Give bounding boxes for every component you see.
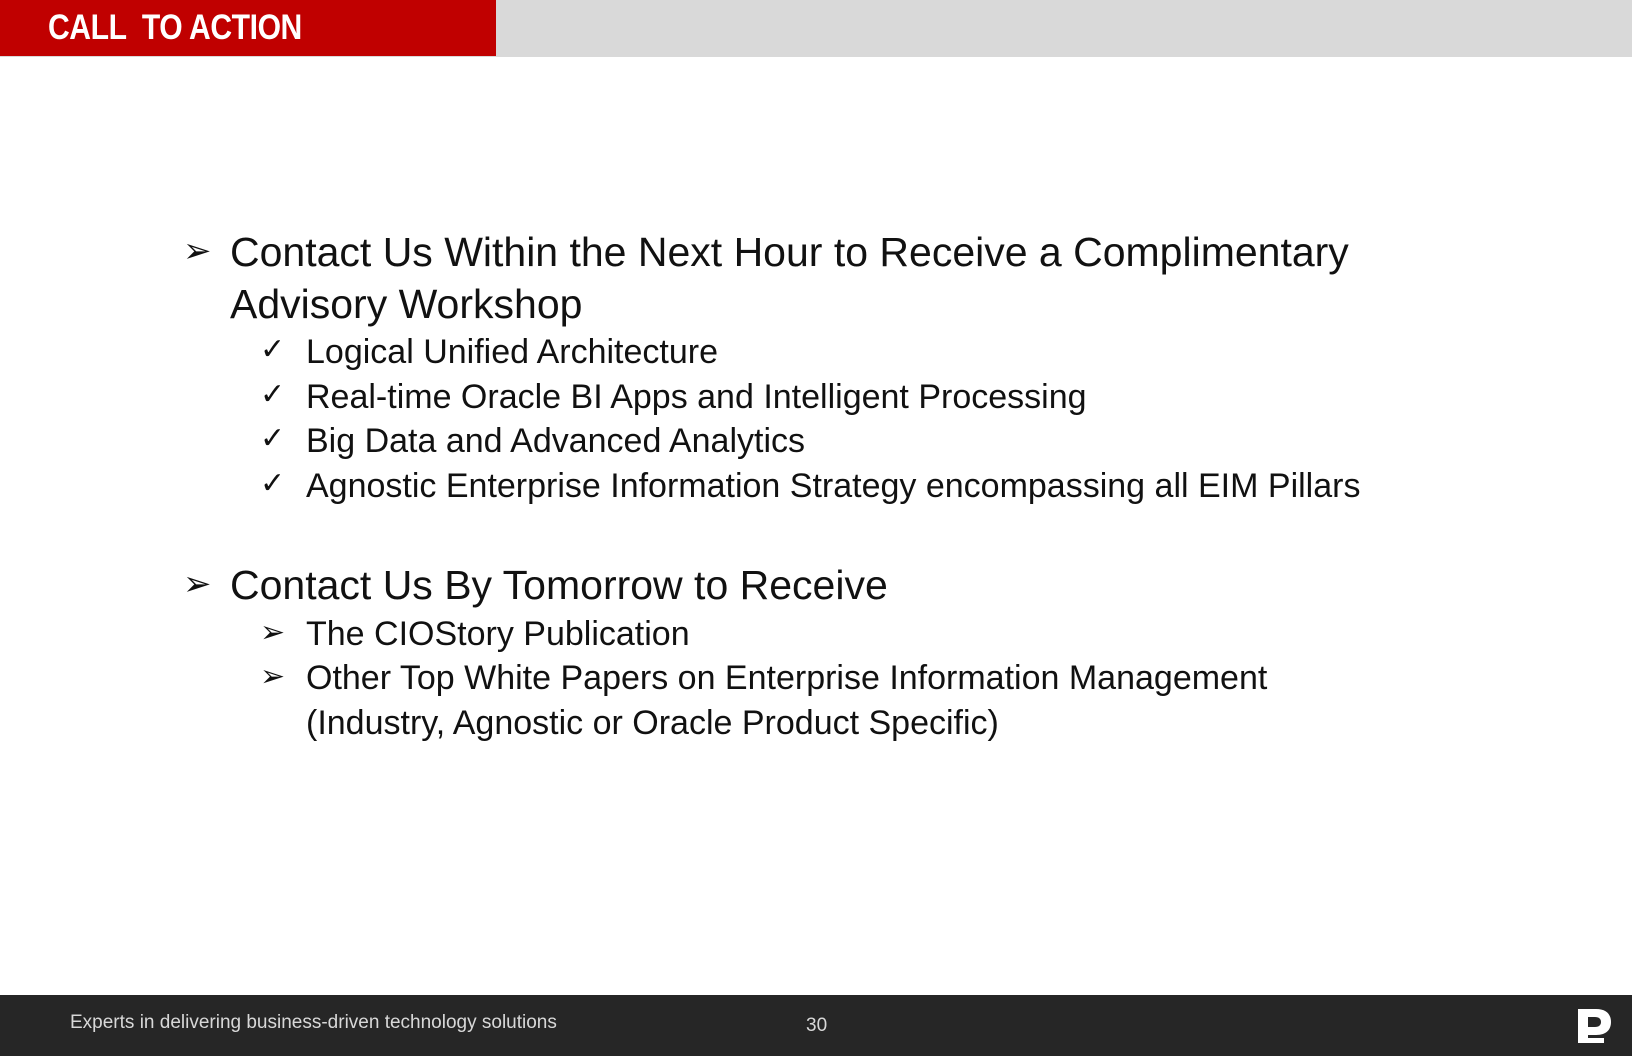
arrow-bullet-icon: ➢ — [260, 616, 286, 649]
section-1-heading-line1: Contact Us Within the Next Hour to Receive a Complimentary — [230, 229, 1349, 275]
arrow-bullet-icon: ➢ — [183, 232, 212, 270]
list-item-text: Agnostic Enterprise Information Strategy encompassing all EIM Pillars — [306, 467, 1361, 505]
list-item-text: Logical Unified Architecture — [306, 333, 719, 371]
list-item-text: The CIOStory Publication — [306, 615, 690, 653]
checkmark-icon: ✓ — [260, 378, 286, 411]
page-number: 30 — [806, 1015, 828, 1036]
footer-tagline: Experts in delivering business-driven technology solutions — [70, 1012, 557, 1033]
list-item-text-line2: (Industry, Agnostic or Oracle Product Specific) — [306, 704, 999, 742]
checkmark-icon: ✓ — [260, 333, 286, 366]
section-2-heading-line1: Contact Us By Tomorrow to Receive — [230, 562, 888, 608]
list-item-text: Big Data and Advanced Analytics — [306, 422, 805, 460]
slide-title: CALL TO ACTION — [48, 8, 302, 47]
checkmark-icon: ✓ — [260, 422, 286, 455]
arrow-bullet-icon: ➢ — [183, 565, 212, 603]
arrow-bullet-icon: ➢ — [260, 660, 286, 693]
checkmark-icon: ✓ — [260, 467, 286, 500]
section-1-heading-line2: Advisory Workshop — [230, 281, 583, 327]
company-logo-icon — [1574, 1005, 1614, 1047]
list-item-text: Real-time Oracle BI Apps and Intelligent Processing — [306, 378, 1087, 416]
footer — [0, 995, 1632, 1056]
list-item-text: Other Top White Papers on Enterprise Information Management — [306, 659, 1268, 697]
